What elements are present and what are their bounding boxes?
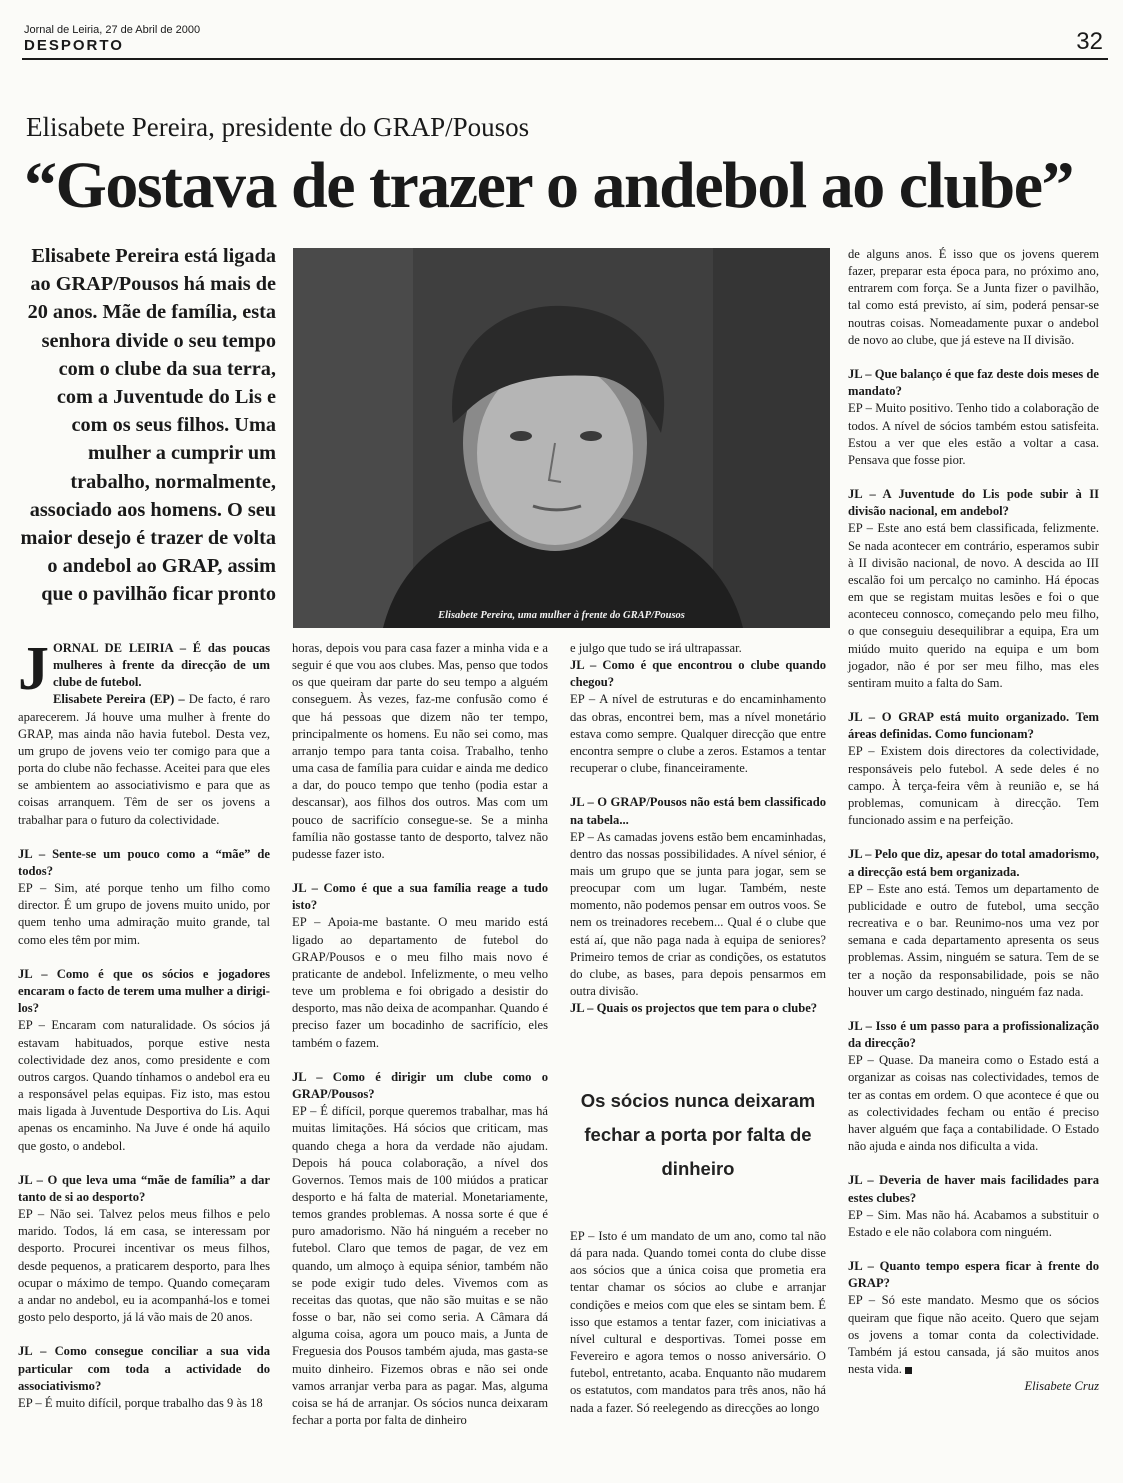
body-text: de alguns anos. É isso que os jovens querem fazer, preparar esta época para, no próximo ano, entrarem com força. Se a Junta fizer o pavilhão, tal como está previsto, aí sim, poderá pensar-se noutras coisas. Nomeadamente puxar o andebol de novo ao clube, que já esteve na II divisão. xyxy=(848,247,1099,347)
question-text: JL – Como é que a sua família reage a tudo isto? xyxy=(292,881,548,913)
answer-text: EP – Sim, até porque tenho um filho como director. É um grupo de jovens muito unido, por quem tenho uma admiração muito grande, tal como eles têm por mim. xyxy=(18,881,270,947)
portrait-illustration xyxy=(293,248,830,628)
question-text: JL – O GRAP/Pousos não está bem classificado na tabela... xyxy=(570,795,826,827)
question-text: JL – Como consegue conciliar a sua vida particular com toda a actividade do associativismo? xyxy=(18,1344,270,1393)
question-text: JL – O GRAP está muito organizado. Tem áreas definidas. Como funcionam? xyxy=(848,710,1099,742)
question-text: JL – A Juventude do Lis pode subir à II divisão nacional, em andebol? xyxy=(848,487,1099,519)
article-column-4 xyxy=(848,246,1099,1395)
answer-text: EP – Sim. Mas não há. Acabamos a substituir o Estado e ele não colabora com ninguém. xyxy=(848,1207,1099,1239)
end-mark-icon xyxy=(905,1367,912,1374)
drop-cap: J xyxy=(18,635,49,703)
portrait-photo xyxy=(293,248,830,628)
question-text: JL – Como é que encontrou o clube quando chegou? xyxy=(570,658,826,690)
answer-text: EP – Este ano está. Temos um departamento de publicidade e outro de futebol, uma secção recreativa e o bar. Reunimo-nos uma vez por semana e cada departamento apresenta os seus problemas. Assim, ninguém se satura. Tem de se ter a noção da responsabilidade, pois se não houver um cargo destinado, ninguém faz nada. xyxy=(848,881,1099,999)
question-text: JL – Quais os projectos que tem para o clube? xyxy=(570,1001,818,1016)
answer-text: De facto, é raro aparecerem. Já houve uma mulher à frente do GRAP, mas ainda não havia futebol. Desta vez, um grupo de jovens veio ter comigo para que a porta do clube não fechasse. Aceitei para que eles se ambientem ao associativismo e para que as coisas arranquem. Têm de ser os jovens a trabalhar para o futuro da colectividade. xyxy=(18,692,270,827)
byline: Elisabete Cruz xyxy=(1024,1379,1099,1394)
article-headline: “Gostava de trazer o andebol ao clube” xyxy=(24,149,1074,222)
answer-text xyxy=(848,1292,1099,1378)
article-column-3 xyxy=(570,640,826,1017)
answer-text: EP – Existem dois directores da colectividade, responsáveis pelo futebol. A sede deles é no campo. À terça-feira vêm à reunião e, se há problemas, comunicam à direcção. Tem funcionado assim e na perfeição. xyxy=(848,744,1099,828)
question-text: JL – Deveria de haver mais facilidades para estes clubes? xyxy=(848,1173,1099,1205)
answer-text: EP – Muito positivo. Tenho tido a colaboração de todos. A nível de sócios também estou satisfeita. Estou a ver que eles estão a voltar a casa. Pensava que fosse pior. xyxy=(848,401,1099,467)
question-text: JL – O que leva uma “mãe de família” a dar tanto de si ao desporto? xyxy=(18,1172,270,1204)
answer-text: EP – Este ano está bem classificada, felizmente. Se nada acontecer em contrário, esperamos subir à II divisão nacional, de novo. A descida ao III escalão foi um percalço no caminho. Há épocas em que se registam muitas lesões e foi o que aconteceu connosco, começando pelo meu filho, o que conseguiu desequilibrar a equipa, Era um miúdo muito querido na equipa e um bom jogador, não é por ser meu filho, mas eles sentiram muito a falta do Sam. xyxy=(848,521,1099,690)
header-rule xyxy=(22,58,1108,60)
question-text: JL – Como é dirigir um clube como o GRAP/Pousos? xyxy=(292,1069,548,1102)
photo-caption: Elisabete Pereira, uma mulher à frente do GRAP/Pousos xyxy=(438,610,685,621)
answer-text: EP – As camadas jovens estão bem encaminhadas, dentro das nossas possibilidades. A nível sénior, é mais um grupo que se junta para jogar, sem se preocupar com um lugar. Também, neste momento, não podemos pensar em outros voos. Se nem os treinadores recebem... Qual é o clube que está aí, que não paga nada à equipa de seniores? Primeiro temos de criar as condições, os estatutos do clube, as bases, para depois pensarmos em outra divisão. xyxy=(570,829,826,999)
page-number: 32 xyxy=(1076,28,1103,55)
answer-text: EP – É difícil, porque queremos trabalhar, mas há muitas limitações. Há sócios que criticam, mas quando chega a hora da verdade não ajudam. Depois há pouca colaboração, a nível dos Governos. Temos mais de 100 miúdos a praticar desporto e há falta de material. Monetariamente, temos grandes problemas. A nossa sorte é que é puro amadorismo. Não há ninguém a receber no futebol. Claro que temos de pagar, de vez em quando, um almoço à equipa sénior, também não se pode exigir tudo deles. Vivemos com as receitas das quotas, que não são muitas e se não fosse o bar, não sei como seria. A Câmara dá alguma coisa, agora um pouco mais, a Junta de Freguesia dos Pousos também ajuda, mas gasta-se muito dinheiro. Fizemos obras e não sei onde vamos arranjar verba para as pagar. Mas, alguma coisa se há de arranjar. Os sócios nunca deixaram fechar a porta por falta de dinheiro xyxy=(292,1104,548,1427)
answer-text-final: EP – Só este mandato. Mesmo que os sócios queiram que fique não aceito. Quero que sejam os jovens a tomar conta da colectividade. Também já estou cansada, já são muitos anos nesta vida. xyxy=(848,1293,1099,1377)
newspaper-date: Jornal de Leiria, 27 de Abril de 2000 xyxy=(24,24,201,36)
answer-text: EP – Apoia-me bastante. O meu marido está ligado ao departamento de futebol do GRAP/Pousos e o meu filho mais novo é praticante de andebol. Infelizmente, o meu velho teve um problema e foi obrigado a desistir do desporto, mas não deixa de acompanhar. Quando é preciso fazer um bocadinho de sacrifício, eles também o fazem. xyxy=(292,915,548,1050)
answer-text: EP – Quase. Da maneira como o Estado está a organizar as coisas nas colectividades, temos de ter as contas em ordem. O que acontece é que ou as colectividades fecham ou então é preciso haver alguém que faça a contabilidade. O Estado não ajuda e ainda nos dificulta a vida. xyxy=(848,1053,1099,1154)
article-kicker: Elisabete Pereira, presidente do GRAP/Pousos xyxy=(26,112,530,142)
answer-text: EP – Encaram com naturalidade. Os sócios já estavam habituados, porque estive nesta colectividade dez anos, como presidente e com outros cargos. Quando tínhamos o andebol era eu a responsável pelas equipas. Fiz isto, mas estou mais ligada à Juventude Desportiva do Lis. Aqui apenas os encaminho. Na Juve é onde há aquilo que gosto, o andebol. xyxy=(18,1018,270,1153)
article-column-2 xyxy=(292,640,548,1429)
body-text: horas, depois vou para casa fazer a minha vida e a seguir é que vou aos clubes. Mas, penso que todos os que queiram dar parte do seu tempo a alguém conseguem. Às vezes, faz-me confusão como é que há pessoas que dizem não ter tempo, principalmente os homens. Eu não sei como, mas arranjo tempo para tanta coisa. Trabalho, tenho uma casa de família para cuidar e ainda me dedico a dar, do pouco tempo que tenho (podia estar a descansar), aos filhos dos outros. Mas com um pouco de sacrifício consegue-se. Se a minha família não gostasse tanto de desporto, talvez não pudesse fazer isto. xyxy=(292,641,548,861)
answer-text: EP – Isto é um mandato de um ano, como tal não dá para nada. Quando tomei conta do clube disse aos sócios que a única coisa que prometia era tentar chamar os sócios ao clube e arranjar condições e meios com que eles se sintam bem. É isso que estamos a tentar fazer, com iniciativas a nível cultural e desportivas. Tomei posse em Fevereiro e agora temos o nosso aniversário. O futebol, entretanto, acaba. Enquanto não mudarem os estatutos, com mandatos para três anos, não há nada a fazer. Só reelegendo as direcções ao longo xyxy=(570,1229,826,1415)
answer-text: EP – Não sei. Talvez pelos meus filhos e pelo marido. Todos, lá em casa, se interessam por desporto. Procurei incentivar os meus filhos, desde pequenos, a praticarem desporto, para lhes ocupar o máximo de tempo. Quando começaram a andar no andebol, eu ia acompanhá-los e tomei gosto pelo desporto, já lá vão mais de 20 anos. xyxy=(18,1207,270,1325)
question-text: JL – Quanto tempo espera ficar à frente do GRAP? xyxy=(848,1259,1099,1291)
question-text: JL – Isso é um passo para a profissionalização da direcção? xyxy=(848,1018,1099,1051)
question-text: JL – Que balanço é que faz deste dois meses de mandato? xyxy=(848,367,1099,399)
article-lead: Elisabete Pereira está ligada ao GRAP/Pousos há mais de 20 anos. Mãe de família, esta senhora divide o seu tempo com o clube da sua terra, com a Juventude do Lis e com os seus filhos. Uma mulher a cumprir um trabalho, normalmente, associado aos homens. O seu maior desejo é trazer de volta o andebol ao GRAP, assim que o pavilhão ficar pronto xyxy=(20,245,276,606)
question-text: JL – Pelo que diz, apesar do total amadorismo, a direcção está bem organizada. xyxy=(848,847,1099,879)
answer-speaker: Elisabete Pereira (EP) – xyxy=(53,692,185,707)
question-text: JL – Sente-se um pouco como a “mãe” de todos? xyxy=(18,846,270,879)
section-name: DESPORTO xyxy=(24,37,124,54)
question-text: ORNAL DE LEIRIA – É das poucas mulheres à frente da direcção de um clube de futebol. xyxy=(53,641,270,690)
article-column-1 xyxy=(18,635,270,1412)
question-text: JL – Como é que os sócios e jogadores encaram o facto de terem uma mulher a dirigi-los? xyxy=(18,966,270,1016)
answer-text: EP – É muito difícil, porque trabalho das 9 às 18 xyxy=(18,1395,263,1410)
body-text: e julgo que tudo se irá ultrapassar. xyxy=(570,641,742,655)
pull-quote: Os sócios nunca deixaram fechar a porta por falta de dinheiro xyxy=(580,1090,816,1179)
article-column-3-continued xyxy=(570,1228,826,1417)
answer-text: EP – A nível de estruturas e do encaminhamento das obras, encontrei bem, mas a nível monetário estava como sempre. Qualquer direcção que entre encontra sempre o clube a zeros. Estamos a tentar recuperar o clube, financeiramente. xyxy=(570,692,826,776)
